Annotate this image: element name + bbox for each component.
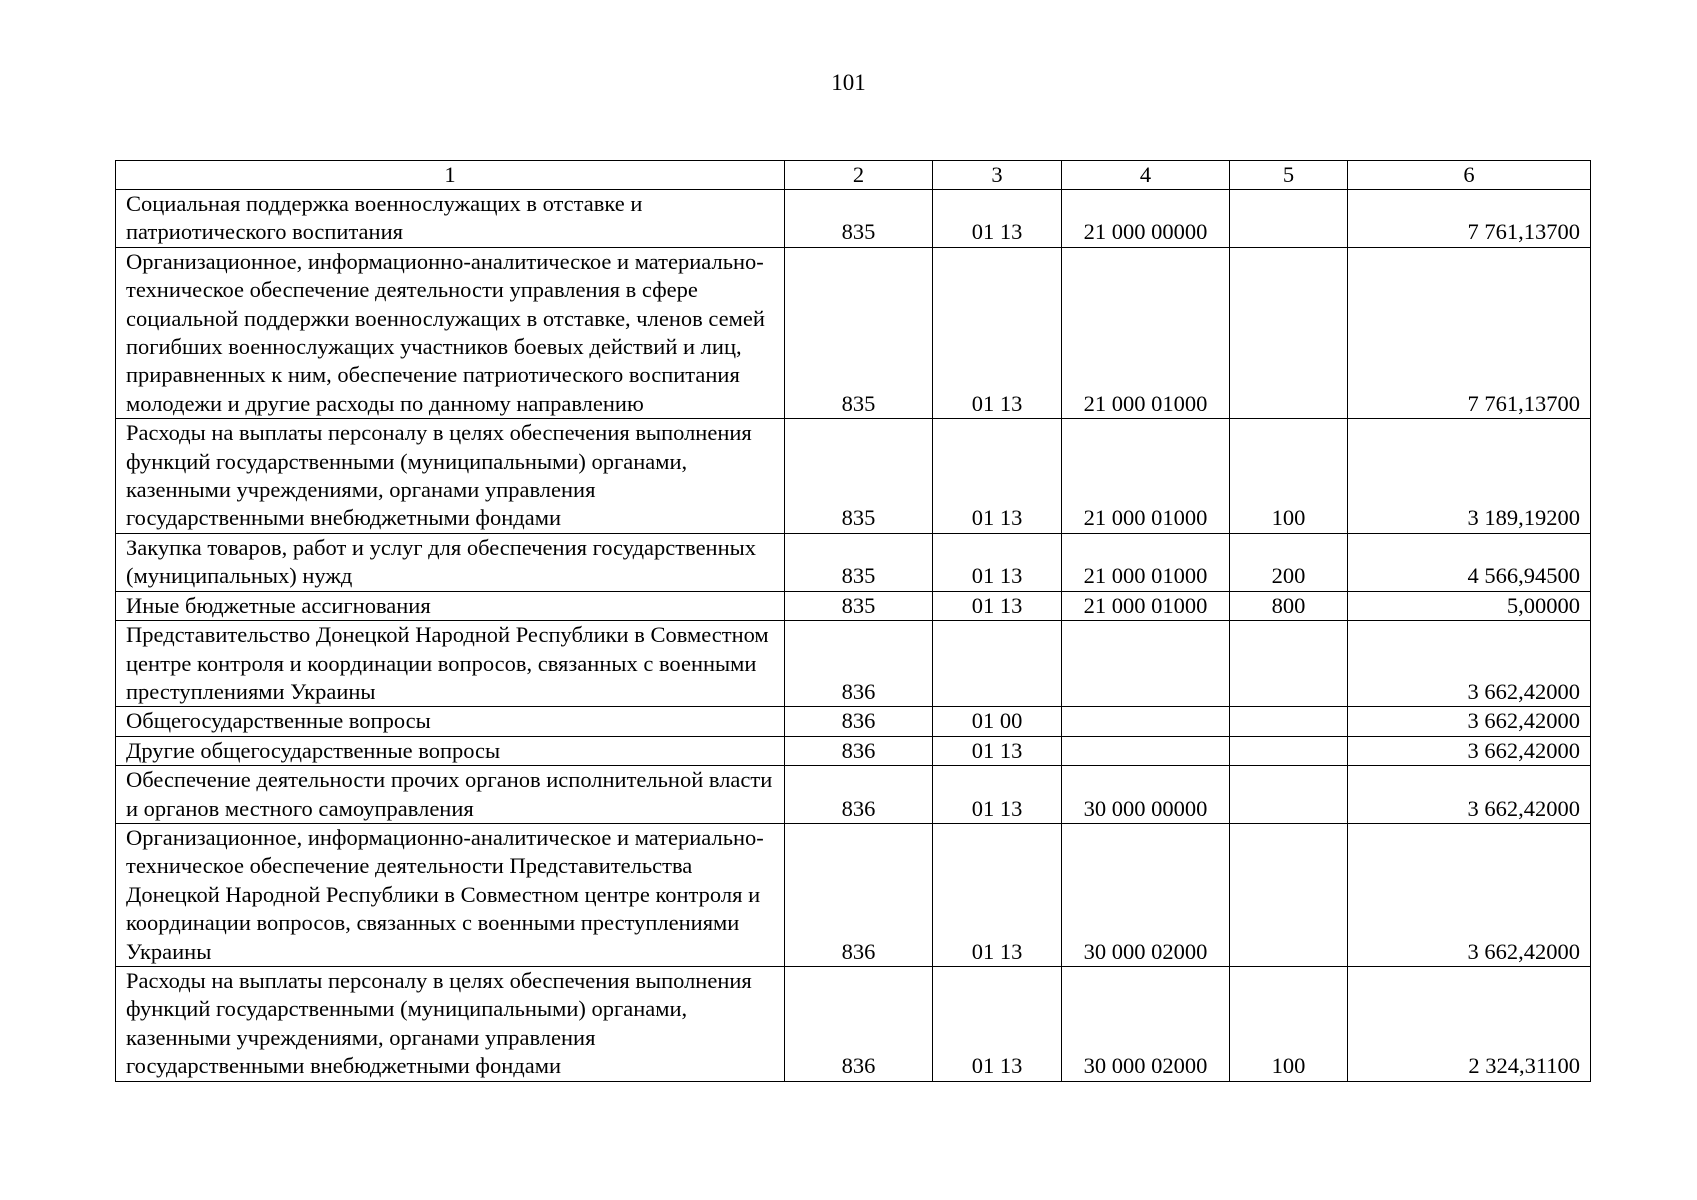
row-expense-type (1230, 736, 1348, 765)
table-row (116, 621, 1591, 707)
row-name: Общегосударственные вопросы (116, 707, 785, 736)
row-dept-code: 836 (785, 766, 933, 824)
row-expense-type (1230, 707, 1348, 736)
row-section-code (933, 621, 1062, 707)
row-dept-code: 836 (785, 966, 933, 1081)
row-target-code: 21 000 00000 (1062, 190, 1230, 248)
row-target-code: 30 000 00000 (1062, 766, 1230, 824)
row-sum: 3 662,42000 (1348, 823, 1591, 966)
row-target-code: 21 000 01000 (1062, 247, 1230, 418)
page-number: 101 (831, 70, 866, 95)
row-name: Представительство Донецкой Народной Республики в Совместном центре контроля и координации вопросов, связанных с военными преступлениями Украины (116, 621, 785, 707)
row-sum: 7 761,13700 (1348, 247, 1591, 418)
row-name: Организационное, информационно-аналитическое и материально-техническое обеспечение деятельности Представительства Донецкой Народной Республики в Совместном центре контроля и координации вопросов, связанных с военными преступлениями Украины (116, 823, 785, 966)
row-sum: 2 324,31100 (1348, 966, 1591, 1081)
table-header-row (116, 161, 1591, 190)
row-expense-type: 100 (1230, 966, 1348, 1081)
row-section-code: 01 13 (933, 591, 1062, 620)
row-dept-code: 836 (785, 707, 933, 736)
row-name: Расходы на выплаты персоналу в целях обеспечения выполнения функций государственными (муниципальными) органами, казенными учреждениями, органами управления государственными внебюджетными фондами (116, 419, 785, 534)
column-header-1: 1 (116, 161, 785, 190)
column-header-2: 2 (785, 161, 933, 190)
table-row (116, 419, 1591, 534)
row-sum: 3 662,42000 (1348, 621, 1591, 707)
row-expense-type: 100 (1230, 419, 1348, 534)
row-expense-type: 200 (1230, 533, 1348, 591)
row-sum: 4 566,94500 (1348, 533, 1591, 591)
row-expense-type (1230, 621, 1348, 707)
row-expense-type: 800 (1230, 591, 1348, 620)
row-expense-type (1230, 190, 1348, 248)
table-row (116, 823, 1591, 966)
row-section-code: 01 13 (933, 247, 1062, 418)
row-section-code: 01 13 (933, 966, 1062, 1081)
row-sum: 7 761,13700 (1348, 190, 1591, 248)
row-name: Закупка товаров, работ и услуг для обеспечения государственных (муниципальных) нужд (116, 533, 785, 591)
row-dept-code: 835 (785, 591, 933, 620)
row-target-code: 30 000 02000 (1062, 823, 1230, 966)
table-row (116, 591, 1591, 620)
row-dept-code: 835 (785, 190, 933, 248)
row-name: Другие общегосударственные вопросы (116, 736, 785, 765)
table-row (116, 736, 1591, 765)
row-section-code: 01 13 (933, 766, 1062, 824)
table-row (116, 247, 1591, 418)
row-section-code: 01 13 (933, 823, 1062, 966)
row-expense-type (1230, 247, 1348, 418)
row-dept-code: 835 (785, 419, 933, 534)
row-target-code: 21 000 01000 (1062, 533, 1230, 591)
table-row (116, 766, 1591, 824)
row-dept-code: 835 (785, 247, 933, 418)
row-expense-type (1230, 766, 1348, 824)
row-sum: 3 189,19200 (1348, 419, 1591, 534)
table-row (116, 190, 1591, 248)
row-name: Обеспечение деятельности прочих органов исполнительной власти и органов местного самоуправления (116, 766, 785, 824)
budget-table (115, 160, 1591, 1082)
row-sum: 3 662,42000 (1348, 707, 1591, 736)
row-target-code: 30 000 02000 (1062, 966, 1230, 1081)
row-dept-code: 836 (785, 736, 933, 765)
row-dept-code: 836 (785, 621, 933, 707)
row-target-code (1062, 707, 1230, 736)
row-sum: 3 662,42000 (1348, 766, 1591, 824)
row-section-code: 01 13 (933, 533, 1062, 591)
row-section-code: 01 13 (933, 419, 1062, 534)
row-name: Расходы на выплаты персоналу в целях обеспечения выполнения функций государственными (муниципальными) органами, казенными учреждениями, органами управления государственными внебюджетными фондами (116, 966, 785, 1081)
row-section-code: 01 13 (933, 736, 1062, 765)
column-header-5: 5 (1230, 161, 1348, 190)
column-header-4: 4 (1062, 161, 1230, 190)
row-section-code: 01 13 (933, 190, 1062, 248)
column-header-6: 6 (1348, 161, 1591, 190)
row-dept-code: 836 (785, 823, 933, 966)
column-header-3: 3 (933, 161, 1062, 190)
row-name: Иные бюджетные ассигнования (116, 591, 785, 620)
row-dept-code: 835 (785, 533, 933, 591)
table-row (116, 707, 1591, 736)
row-target-code: 21 000 01000 (1062, 419, 1230, 534)
row-target-code: 21 000 01000 (1062, 591, 1230, 620)
row-name: Социальная поддержка военнослужащих в отставке и патриотического воспитания (116, 190, 785, 248)
row-target-code (1062, 621, 1230, 707)
row-section-code: 01 00 (933, 707, 1062, 736)
row-target-code (1062, 736, 1230, 765)
row-sum: 5,00000 (1348, 591, 1591, 620)
row-name: Организационное, информационно-аналитическое и материально-техническое обеспечение деятельности управления в сфере социальной поддержки военнослужащих в отставке, членов семей погибших военнослужащих участников боевых действий и лиц, приравненных к ним, обеспечение патриотического воспитания молодежи и другие расходы по данному направлению (116, 247, 785, 418)
row-expense-type (1230, 823, 1348, 966)
table-row (116, 533, 1591, 591)
row-sum: 3 662,42000 (1348, 736, 1591, 765)
table-row (116, 966, 1591, 1081)
